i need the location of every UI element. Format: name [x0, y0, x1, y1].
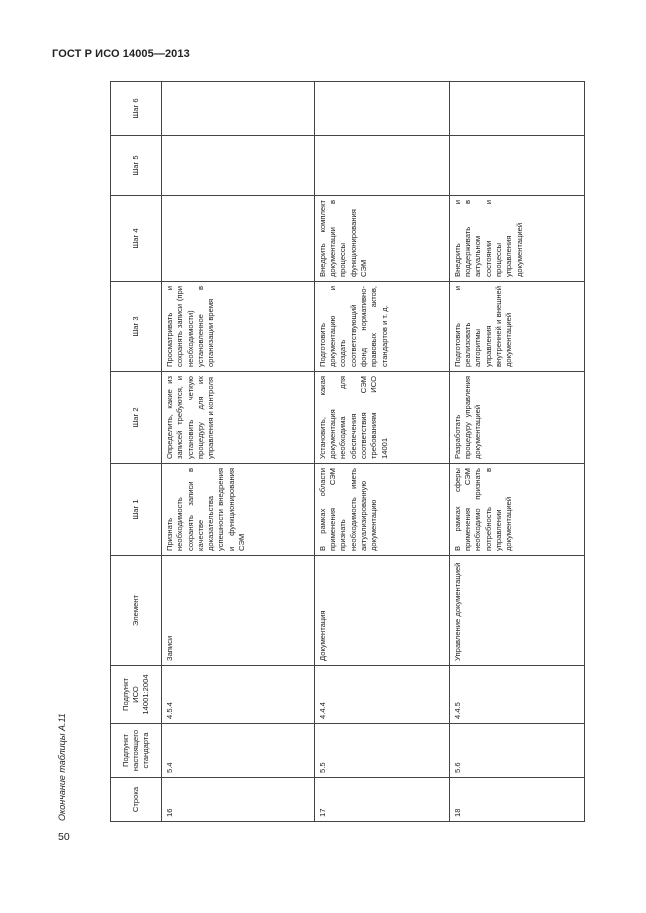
data-table [110, 81, 585, 822]
cell-row-number: 16 [162, 778, 315, 822]
page-number: 50 [58, 831, 70, 843]
cell-step-2: Определить, какие из записей требуются, и установить четкую процедуру для их управления и контроля [162, 372, 315, 464]
cell-step-6 [162, 82, 315, 136]
col-header-step-3: Шаг 3 [111, 282, 162, 372]
cell-standard-clause: 5.5 [314, 724, 449, 778]
cell-step-2: Разработать процедуру управления документацией [449, 372, 584, 464]
cell-step-4 [162, 196, 315, 282]
cell-step-1: В рамках области применения СЭМ признать необходимость иметь актуализированную документацию [314, 464, 449, 556]
cell-iso-clause: 4.5.4 [162, 666, 315, 724]
table-caption: Окончание таблицы А.11 [57, 713, 67, 821]
cell-step-3: Просматривать и сохранять записи (при необходимости) установленное в организации время [162, 282, 315, 372]
cell-element: Документация [314, 556, 449, 666]
table-row [314, 82, 449, 822]
cell-iso-clause: 4.4.5 [449, 666, 584, 724]
header-row [111, 82, 162, 822]
cell-iso-clause: 4.4.4 [314, 666, 449, 724]
cell-standard-clause: 5.6 [449, 724, 584, 778]
col-header-step-5: Шаг 5 [111, 136, 162, 196]
col-header-step-2: Шаг 2 [111, 372, 162, 464]
table-row [449, 82, 584, 822]
cell-step-5 [162, 136, 315, 196]
cell-row-number: 18 [449, 778, 584, 822]
cell-element: Записи [162, 556, 315, 666]
col-header-step-6: Шаг 6 [111, 82, 162, 136]
cell-step-4: Внедрить и поддерживать в актуальном состоянии и процессы управления документацией [449, 196, 584, 282]
col-header-iso-clause: Подпункт ИСО 14001:2004 [111, 666, 162, 724]
rotated-table-container [110, 82, 585, 822]
cell-step-5 [314, 136, 449, 196]
document-header: ГОСТ Р ИСО 14005—2013 [52, 48, 190, 60]
cell-step-3: Подготовить документацию и создать соответствующий фонд нормативно-правовых актов, стандартов и т. д. [314, 282, 449, 372]
col-header-step-1: Шаг 1 [111, 464, 162, 556]
col-header-standard-clause: Подпункт настоящего стандарта [111, 724, 162, 778]
cell-step-4: Внедрить комплект документации в процессы функционирования СЭМ [314, 196, 449, 282]
cell-row-number: 17 [314, 778, 449, 822]
table-row [162, 82, 315, 822]
cell-element: Управление документацией [449, 556, 584, 666]
cell-step-6 [314, 82, 449, 136]
cell-standard-clause: 5.4 [162, 724, 315, 778]
cell-step-1: В рамках сферы применения СЭМ необходимо признать потребность в управлении документацией [449, 464, 584, 556]
cell-step-5 [449, 136, 584, 196]
cell-step-3: Подготовить и реализовать алгоритмы управления внутренней и внешней документацией [449, 282, 584, 372]
col-header-row: Строка [111, 778, 162, 822]
col-header-step-4: Шаг 4 [111, 196, 162, 282]
cell-step-1: Признать необходимость сохранять записи в качестве доказательства успешности внедрения и функционирования СЭМ [162, 464, 315, 556]
col-header-element: Элемент [111, 556, 162, 666]
cell-step-6 [449, 82, 584, 136]
cell-step-2: Установить, какая документация необходима для обеспечения соответствия СЭМ требованиям ИСО 14001 [314, 372, 449, 464]
